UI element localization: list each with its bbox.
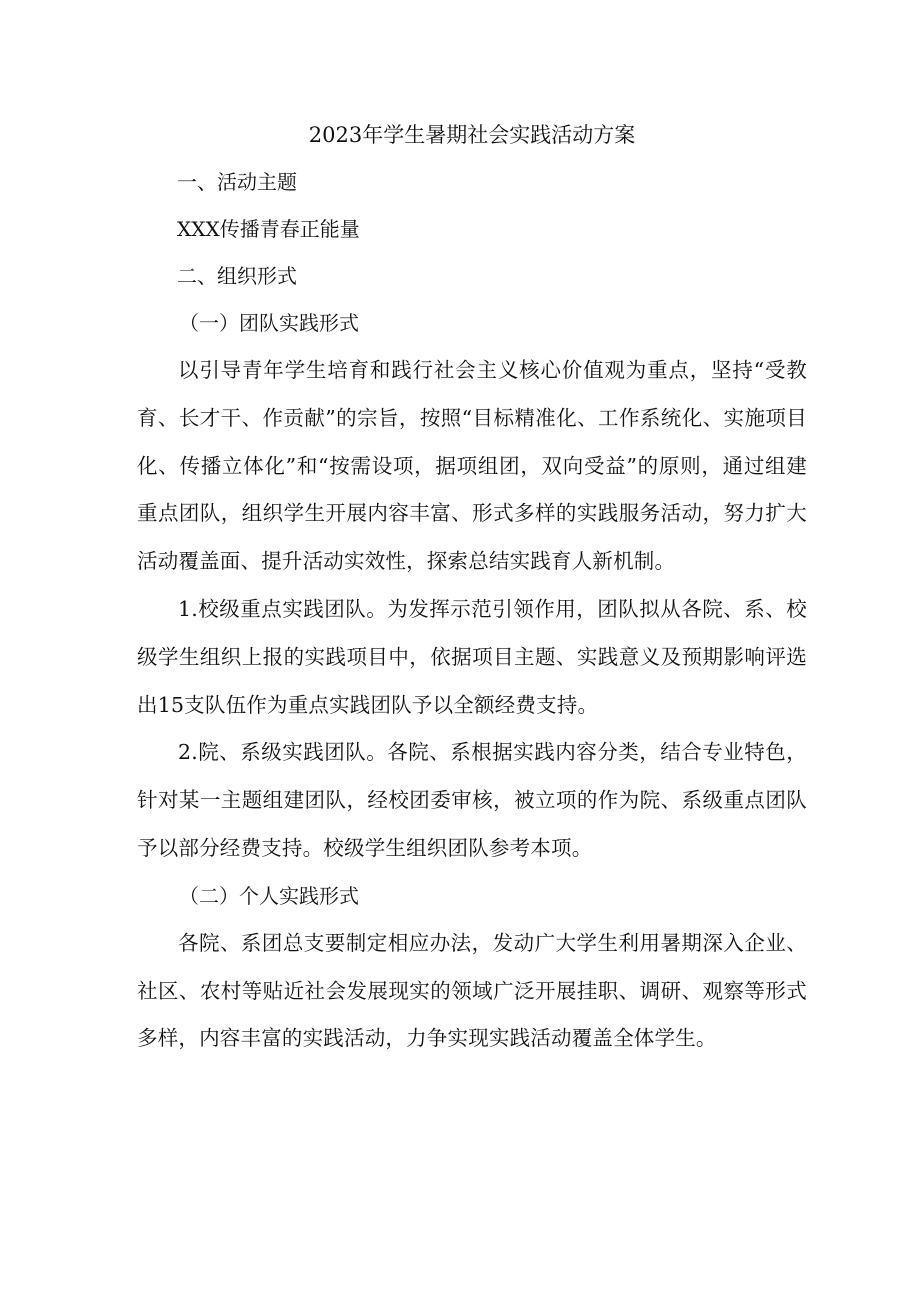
- document-body: [137, 112, 807, 1063]
- heading-activity-theme: 一、活动主题: [177, 170, 297, 194]
- heading-organization-form: 二、组织形式: [177, 264, 297, 288]
- paragraph-school-level-teams: 1.校级重点实践团队。为发挥示范引领作用，团队拟从各院、系、校级学生组织上报的实践项目中，依据项目主题、实践意义及预期影响评选出15支队伍作为重点实践团队予以全额经费支持。: [137, 596, 807, 717]
- paragraph-department-level-teams: 2.院、系级实践团队。各院、系根据实践内容分类，结合专业特色，针对某一主题组建团队，经校团委审核，被立项的作为院、系级重点团队予以部分经费支持。校级学生组织团队参考本项。: [137, 740, 807, 860]
- paragraph-team-practice-intro: 以引导青年学生培育和践行社会主义核心价值观为重点，坚持“受教育、长才干、作贡献”的宗旨，按照“目标精准化、工作系统化、实施项目化、传播立体化”和“按需设项，据项组团，双向受益”的原则，通过组建重点团队，组织学生开展内容丰富、形式多样的实践服务活动，努力扩大活动覆盖面、提升活动实效性，探索总结实践育人新机制。: [137, 358, 807, 574]
- document-title: 2023年学生暑期社会实践活动方案: [308, 123, 636, 147]
- paragraph-individual-practice: 各院、系团总支要制定相应办法，发动广大学生利用暑期深入企业、社区、农村等贴近社会发展现实的领域广泛开展挂职、调研、观察等形式多样，内容丰富的实践活动，力争实现实践活动覆盖全体学生。: [137, 930, 807, 1051]
- subheading-team-practice: （一）团队实践形式: [179, 311, 359, 335]
- theme-text: XXX传播青春正能量: [177, 217, 360, 241]
- subheading-individual-practice: （二）个人实践形式: [179, 883, 359, 908]
